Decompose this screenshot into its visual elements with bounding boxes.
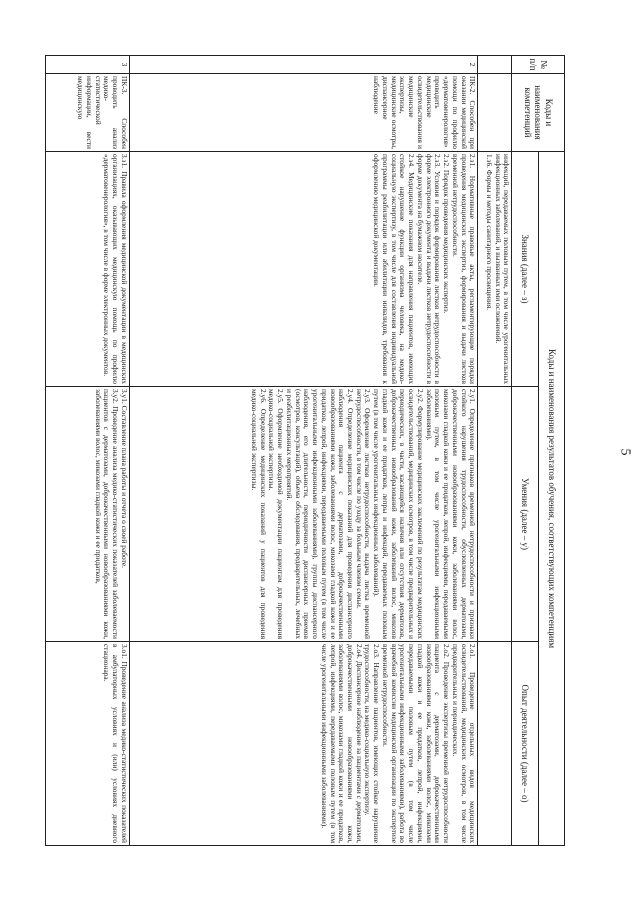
experience-item: 2.о2. Проведение экспертизы временной нетрудоспособности пациента с дерматозами, доброкачественными новообразованиями кожи, заболеваниями волос, микозами гладкой кожи и ее придатков, лепрой, инфекциями, передаваемыми половым путем (в том числе урогенитальными инфекционными заболеваниями), работа во врачебной комиссии медицинской организации по экспертизе временной нетрудоспособности. [380,644,452,844]
skill-item: 3.у1. Составление плана работы и отчета о своей работе. [119,389,129,568]
table-row [129,56,477,846]
experience-item: 3.о1. Проведение анализа медико-статистических показателей в амбулаторных условиях и (или) условиях дневного стационара. [102,644,129,844]
cell-empty [478,642,512,846]
table-container [45,55,565,845]
header-num: № п/п [512,56,565,74]
table-row [46,56,130,846]
knowledge-item: 3.з1. Правила оформления медицинской документации в медицинских организациях, оказывающих медицинскую помощь по профилю «дерматовенерология», в том числе в форме электронных документов. [102,154,129,384]
header-group: Коды и наименования результатов обучения, соответствующих компетенциям [538,152,564,846]
cell-empty [478,74,512,152]
table-row [478,56,512,846]
page-number: 5 [617,448,633,456]
experience-item: 2.о1. Проведение отдельных видов медицинских освидетельствований, медицинских осмотров, в том числе предварительных и периодических. [450,644,478,844]
knowledge-cell [129,152,477,387]
knowledge-item: 2.з2. Порядок проведения медицинских экспертиз. [442,154,452,314]
header-knowledge: Знания (далее – з) [512,152,538,387]
knowledge-item: 1.з6. Формы и методы санитарного просвещения. [484,154,494,310]
knowledge-item: 2.з3. Условия и порядок формирования листков нетрудоспособности в форме электронного документа и выдачи листков нетрудоспособности в форме документа на бумажном носителе. [415,154,443,384]
row-number: 3 [46,56,130,74]
header-code: Коды и наименования компетенций [512,74,565,152]
subheader-row [512,56,538,846]
knowledge-cell [46,152,130,387]
header-skills: Умения (далее – у) [512,387,538,642]
knowledge-item: 2.з4. Медицинские показания для направления пациентов, имеющих стойкое нарушение функции организма человека, на медико-социальную экспертизу, в том числе для составления индивидуальной программы реабилитации или абилитации инвалидов, требования к оформлению медицинской документации. [372,154,417,384]
skill-item: 2.у2. Формулирование медицинских заключений по результатам медицинских освидетельствований, медицинских осмотров, в том числе предварительных и периодических, в части, касающейся наличия или отсутствия дерматозов, доброкачественных новообразований кожи, заболеваний волос, микозов гладкой кожи и ее придатков, лепры и инфекций, передаваемых половым путем (в том числе урогенитальных инфекционных заболеваний). [372,389,425,639]
rotated-page [45,55,565,845]
skills-cell [129,387,477,642]
knowledge-item: 2.з1. Нормативные правовые акты, регламентирующие порядки проведения медицинских экспертиз, формирования и выдачи листков временной нетрудоспособности. [450,154,478,384]
competency-table [45,55,565,846]
cell-empty [478,56,512,74]
skill-item: 3.у2. Проведение анализа медико-статистических показателей заболеваемости пациентов с дерматозами, доброкачественными новообразованиями кожи, заболеваниями волос, микозами гладкой кожи и ее придатков, [93,389,121,639]
skill-item: 2.у3. Оформление листков нетрудоспособности, выдача листка временной нетрудоспособности, в том числе по уходу за больным членом семьи. [354,389,373,639]
row-number: 2 [129,56,477,74]
experience-cell [129,642,477,846]
cell-knowledge-continued [478,152,512,387]
knowledge-item: инфекций, передаваемых половым путем, в том числе урогенитальных инфекционных заболеваний, и вызванных ими осложнений. [493,154,512,384]
skill-item: 2.у6. Определение медицинских показаний у пациентов для проведения медико-социальной экспертизы. [249,389,268,639]
experience-item: 2.о3. Направление пациентов, имеющих стойкое нарушение трудоспособности, на медико-социальную экспертизу. [363,644,382,844]
header-experience: Опыт деятельности (далее – о) [512,642,538,846]
competency-code: ПК-2. Способен при оказании медицинской помощи по профилю «дерматовенерология» проводить медицинские освидетельствования и медицинские экспертизы, медицинские осмотры, диспансерное наблюдение [129,74,477,152]
competency-code: ПК-3. Способен проводить анализ медико-статистической информации, вести медицинскую [46,74,130,152]
experience-item: 2.о4. Диспансерное наблюдение за пациентами с дерматозами, доброкачественными новообразованиями кожи, заболеваниями волос, микозами гладкой кожи и ее придатков, лепрой, инфекциями, передаваемыми половым путем (в том числе урогенитальными инфекционными заболеваниями). [319,644,364,844]
header-row [538,56,564,846]
skill-item: 2.у5. Оформление необходимой документации пациентам для проведения медико-социальной экспертизы. [267,389,286,639]
skill-item: 2.у4. Определение медицинских показаний для проведения диспансерного наблюдения пациента с дерматозами, доброкачественными новообразованиями кожи, заболеваниями волос, микозами гладкой кожи и ее придатков, лепрой, инфекциями, передаваемыми половым путем (в том числе урогенитальными инфекционными заболеваниями), группы диспансерного наблюдения, его длительности, периодичности диспансерных приемов (осмотров, консультаций), объема обследования, предварительных, лечебных и реабилитационных мероприятий. [284,389,355,639]
cell-empty [478,387,512,642]
experience-cell [46,642,130,846]
skills-cell [46,387,130,642]
skill-item: 2.у1. Определение признаков временной нетрудоспособности и признаки стойкого нарушения трудоспособности, обусловленных дерматозами, доброкачественными новообразованиями кожи, заболеваниями волос, микозами гладкой кожи и ее придатков, лепрой, инфекциями, передаваемыми половым путем, в том числе урогенитальными инфекционными заболеваниями). [424,389,478,639]
